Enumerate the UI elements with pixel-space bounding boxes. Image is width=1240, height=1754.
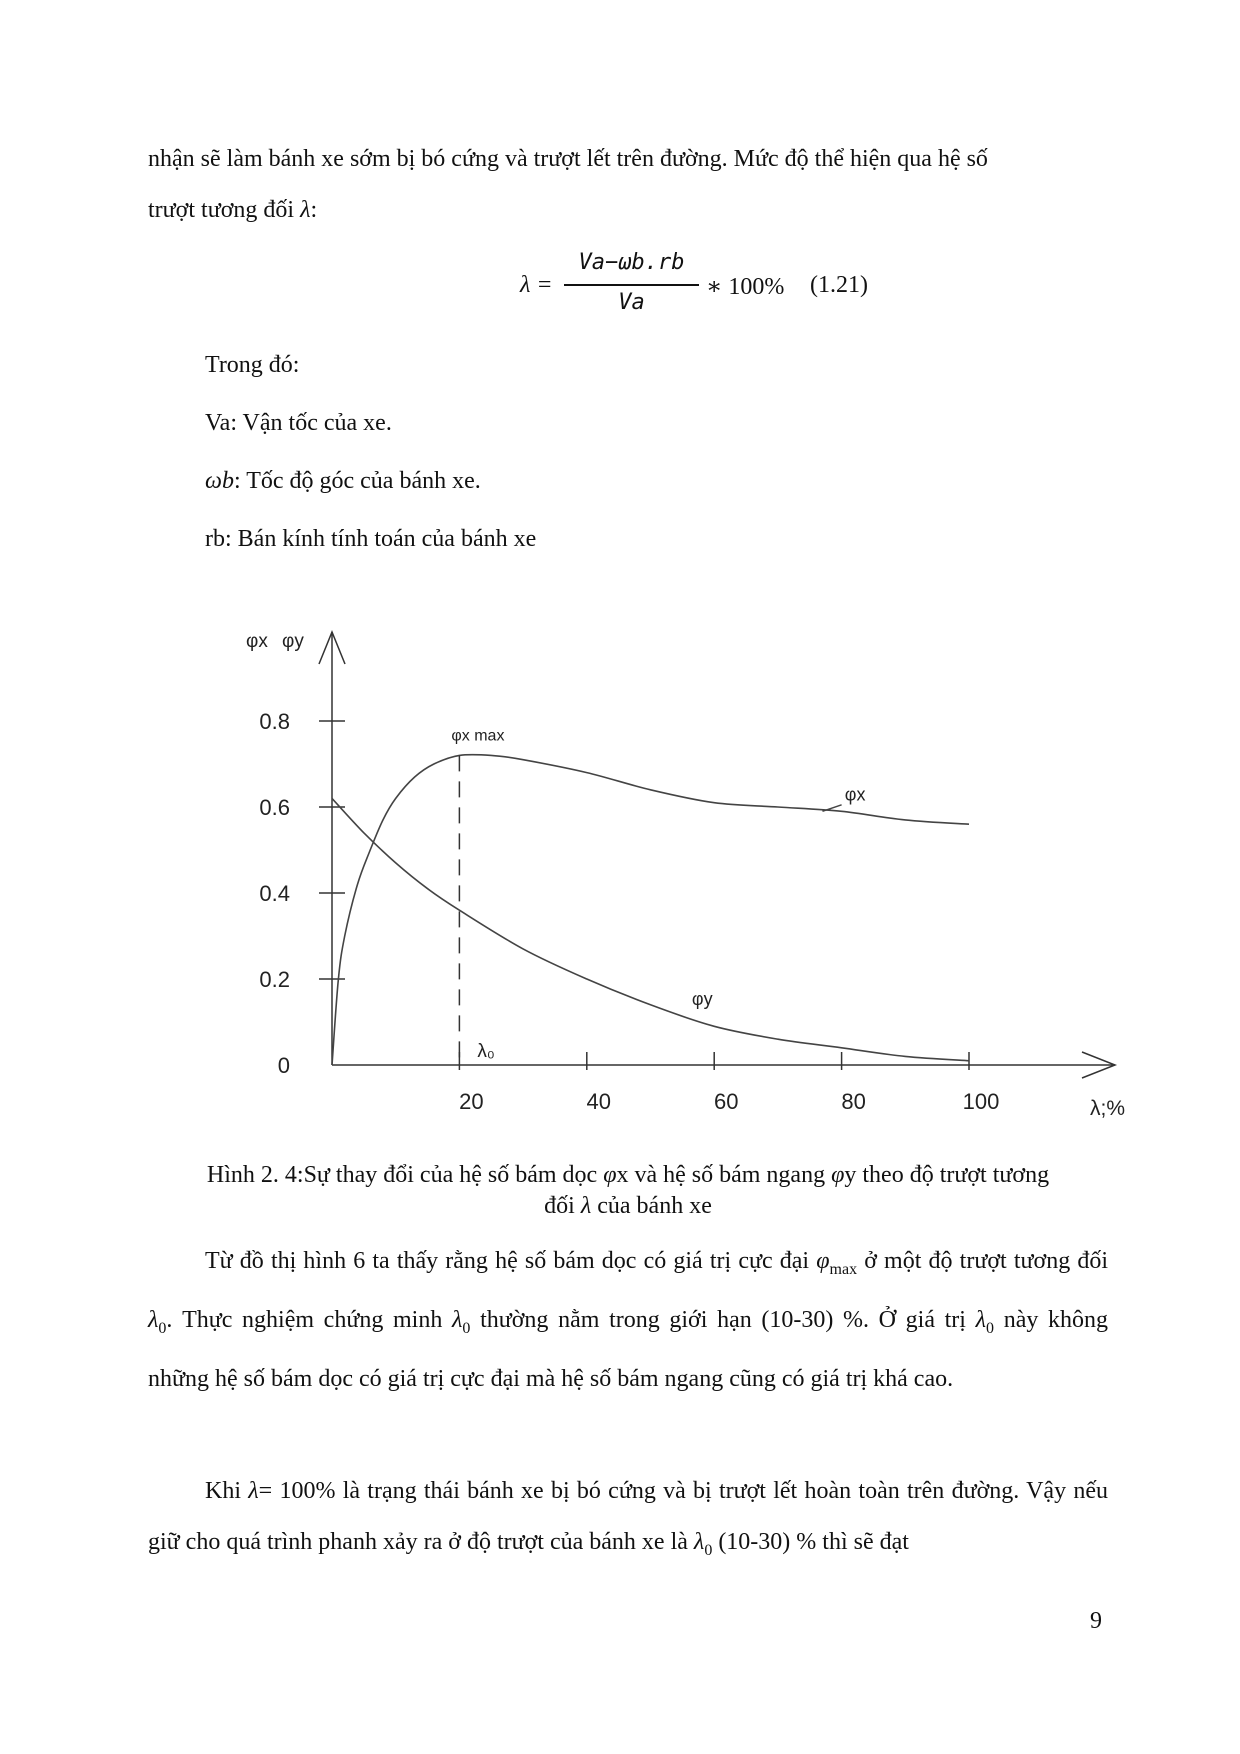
- x-tick-label: 40: [586, 1089, 612, 1114]
- caption-text-d: đối: [544, 1193, 581, 1219]
- y-axis-label-phi-x: φx: [246, 631, 268, 652]
- formula-lhs: λ =: [520, 272, 553, 298]
- figure-caption: [148, 1160, 1108, 1222]
- y-tick-label: 0.6: [259, 795, 290, 820]
- y-tick-label: 0.4: [259, 881, 290, 906]
- chart-labels: [246, 631, 1125, 1120]
- intro-line-2: [148, 197, 317, 224]
- caption-text-a: Hình 2. 4:Sự thay đổi của hệ số bám dọc: [206, 1162, 604, 1188]
- y-axis-label-phi-y: φy: [282, 631, 304, 652]
- phi-x-curve-label: φx: [844, 784, 866, 805]
- definition-rb: rb: Bán kính tính toán của bánh xe: [205, 526, 537, 552]
- lambda-symbol: λ: [300, 197, 311, 223]
- intro-line-2-text: trượt tương đối: [148, 197, 301, 223]
- p1-text-b: ở một độ trượt tương đối: [857, 1248, 1109, 1274]
- lambda-symbol: λ: [580, 1193, 592, 1219]
- x-tick-label: 60: [713, 1089, 739, 1114]
- p2-text-b: = 100% là trạng thái bánh xe bị bó cứng và bị trượt lết hoàn toàn trên đường. Vậy nếu giữ cho quá trình phanh xảy ra ở độ trượt của bánh xe là: [148, 1478, 1108, 1555]
- lambda-0-label: λ₀: [477, 1041, 495, 1062]
- caption-text-e: của bánh xe: [591, 1193, 712, 1219]
- p2-text-c: (10-30) % thì sẽ đạt: [712, 1529, 909, 1555]
- y-tick-label: 0: [277, 1053, 290, 1078]
- formula-label: (1.21): [810, 272, 868, 298]
- caption-line-2: [148, 1191, 1108, 1222]
- y-tick-label: 0.8: [259, 709, 290, 734]
- definition-wb-text: : Tốc độ góc của bánh xe.: [233, 468, 481, 494]
- phi-symbol: φ: [831, 1162, 845, 1188]
- lambda-0-symbol: λ: [693, 1529, 705, 1555]
- phi-symbol: φ: [603, 1162, 617, 1188]
- p1-text-c: . Thực nghiệm chứng minh: [166, 1306, 452, 1333]
- caption-text-b: x và hệ số bám ngang: [616, 1162, 832, 1188]
- lambda-0-symbol: λ: [148, 1306, 159, 1333]
- phi-max-subscript: max: [829, 1260, 858, 1278]
- intro-line-1: nhận sẽ làm bánh xe sớm bị bó cứng và trượt lết trên đường. Mức độ thể hiện qua hệ số: [148, 146, 988, 172]
- y-tick-label: 0.2: [259, 967, 290, 992]
- intro-line-2-end: :: [310, 197, 318, 223]
- omega-b-symbol: ωb: [205, 468, 234, 494]
- phi-max-symbol: φ: [816, 1248, 830, 1274]
- x-tick-label: 20: [459, 1089, 484, 1114]
- chart-ticks: [259, 709, 999, 1114]
- p1-text-a: Từ đồ thị hình 6 ta thấy rằng hệ số bám dọc có giá trị cực đại: [205, 1248, 817, 1274]
- definitions-heading: Trong đó:: [205, 352, 300, 378]
- definition-wb: [205, 468, 481, 495]
- lambda-0-subscript: 0: [704, 1541, 713, 1559]
- lambda-0-subscript: 0: [986, 1319, 995, 1337]
- lambda-symbol: λ: [248, 1478, 259, 1504]
- chart-series: [332, 755, 969, 1065]
- lambda-0-subscript: 0: [462, 1319, 471, 1337]
- formula-numerator: Va−ωb.rb: [578, 250, 685, 275]
- fraction-bar: [564, 284, 699, 286]
- x-tick-label: 100: [962, 1089, 1000, 1114]
- lambda-0-symbol: λ: [975, 1306, 987, 1333]
- p1-text-e: này không những hệ số bám dọc có giá trị cực đại mà hệ số bám ngang cũng có giá trị khá cao.: [148, 1306, 1108, 1392]
- lambda-0-symbol: λ: [452, 1306, 463, 1333]
- formula-denominator: Va: [618, 290, 645, 315]
- page-number: 9: [1090, 1608, 1102, 1634]
- p2-text-a: Khi: [205, 1478, 249, 1504]
- phi-y-curve: [332, 798, 969, 1060]
- phi-x-max-label: φx max: [451, 727, 505, 745]
- formula-rhs: ∗ 100%: [706, 274, 785, 300]
- body-paragraph-2: [148, 1466, 1108, 1576]
- x-tick-label: 80: [841, 1089, 866, 1114]
- adhesion-chart: [220, 610, 1160, 1130]
- caption-text-c: y theo độ trượt tương: [844, 1162, 1050, 1188]
- caption-line-1: [148, 1160, 1108, 1191]
- formula-1-21: [520, 250, 920, 320]
- phi-x-curve: [332, 755, 969, 1065]
- x-axis-label: λ;%: [1090, 1097, 1126, 1120]
- chart-axes: [319, 632, 1115, 1078]
- p1-text-d: thường nằm trong giới hạn (10-30) %. Ở giá trị: [470, 1306, 976, 1333]
- body-paragraph-1: [148, 1236, 1108, 1405]
- phi-y-curve-label: φy: [691, 988, 713, 1009]
- lambda-0-subscript: 0: [158, 1319, 167, 1337]
- definition-va: Va: Vận tốc của xe.: [205, 410, 392, 436]
